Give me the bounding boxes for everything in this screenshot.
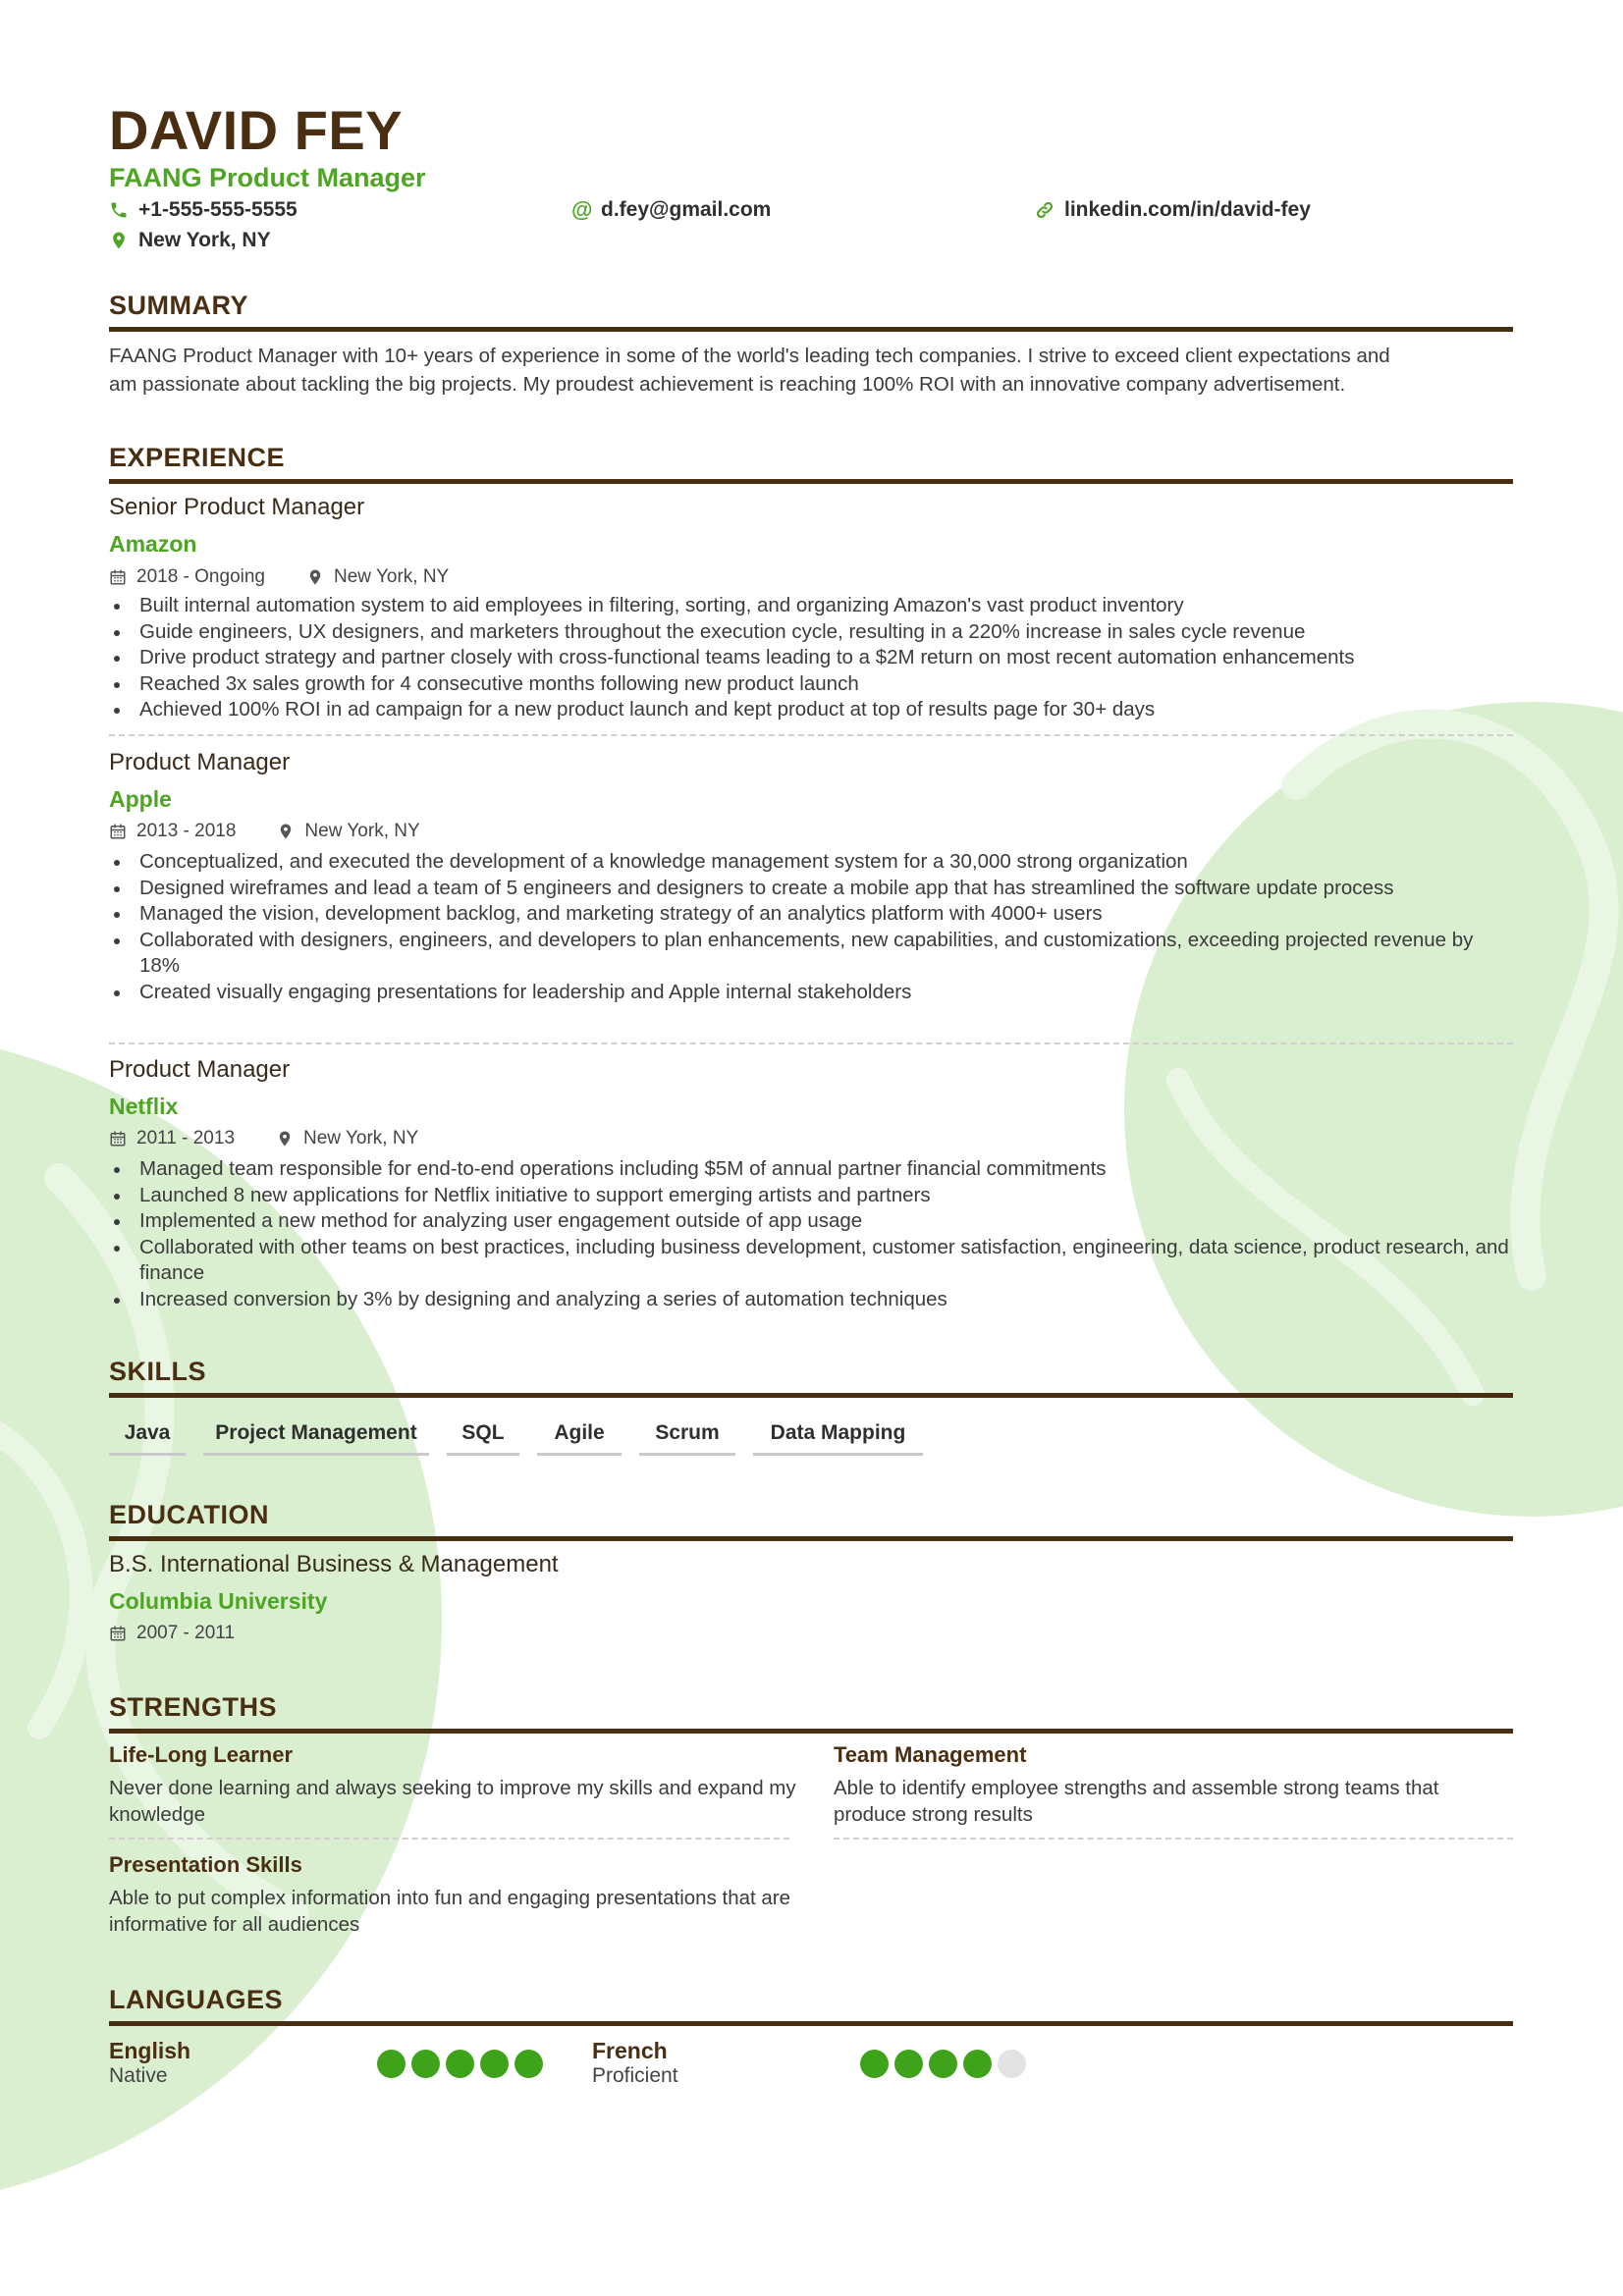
job-company: Amazon bbox=[109, 531, 197, 557]
summary-line: am passionate about tackling the big projects. My proudest achievement is reaching 100% ROI with an innovative company advertisement. bbox=[109, 373, 1346, 396]
location-pin-icon bbox=[276, 1130, 294, 1148]
rating-dot-filled bbox=[894, 2050, 923, 2078]
section-divider bbox=[109, 479, 1513, 484]
language-level: Proficient bbox=[592, 2064, 678, 2087]
strength-title: Team Management bbox=[834, 1742, 1027, 1767]
skills-list bbox=[109, 1415, 923, 1456]
skill-tag: SQL bbox=[447, 1415, 519, 1456]
job-dates: 2018 - Ongoing bbox=[136, 566, 265, 587]
education-school: Columbia University bbox=[109, 1588, 328, 1614]
rating-dot-filled bbox=[446, 2050, 474, 2078]
calendar-icon bbox=[109, 823, 127, 840]
strength-desc: Able to put complex information into fun and engaging presentations that are informative for all audiences bbox=[109, 1887, 791, 1936]
strength-divider bbox=[109, 1838, 789, 1840]
education-heading: EDUCATION bbox=[109, 1500, 269, 1529]
linkedin-text: linkedin.com/in/david-fey bbox=[1064, 198, 1311, 221]
list-item: Conceptualized, and executed the development of a knowledge management system for a 30,000 strong organization bbox=[139, 849, 1514, 876]
job-role: Senior Product Manager bbox=[109, 494, 365, 520]
list-item: Built internal automation system to aid employees in filtering, sorting, and organizing Amazon's vast product inventory bbox=[139, 593, 1514, 619]
calendar-icon bbox=[109, 1130, 127, 1148]
job-meta bbox=[109, 821, 420, 842]
list-item: Reached 3x sales growth for 4 consecutive months following new product launch bbox=[139, 671, 1514, 698]
phone-icon bbox=[109, 200, 129, 220]
job-meta bbox=[109, 1128, 418, 1149]
language-rating bbox=[860, 2050, 1026, 2078]
job-company: Netflix bbox=[109, 1094, 179, 1119]
contact-linkedin[interactable] bbox=[1035, 198, 1311, 222]
language-level: Native bbox=[109, 2064, 168, 2087]
language-rating bbox=[377, 2050, 543, 2078]
location-pin-icon bbox=[109, 231, 129, 250]
job-dates: 2011 - 2013 bbox=[136, 1128, 236, 1148]
at-icon: @ bbox=[571, 197, 593, 222]
skills-section bbox=[109, 1357, 1513, 1398]
section-divider bbox=[109, 1536, 1513, 1541]
job-company: Apple bbox=[109, 786, 172, 812]
skill-tag: Data Mapping bbox=[753, 1415, 923, 1456]
list-item: Designed wireframes and lead a team of 5 engineers and designers to create a mobile app that has streamlined the software update process bbox=[139, 876, 1514, 902]
rating-dot-filled bbox=[377, 2050, 406, 2078]
skill-tag: Java bbox=[109, 1415, 186, 1456]
list-item: Achieved 100% ROI in ad campaign for a new product launch and kept product at top of results page for 30+ days bbox=[139, 697, 1514, 723]
strengths-section bbox=[109, 1692, 1513, 1734]
section-divider bbox=[109, 1393, 1513, 1398]
calendar-icon bbox=[109, 1625, 127, 1642]
strength-desc: Able to identify employee strengths and assemble strong teams that produce strong results bbox=[834, 1777, 1439, 1826]
location-text: New York, NY bbox=[138, 229, 271, 251]
strength-divider bbox=[834, 1838, 1513, 1840]
rating-dot-filled bbox=[929, 2050, 957, 2078]
list-item: Drive product strategy and partner closely with cross-functional teams leading to a $2M return on most recent automation enhancements bbox=[139, 645, 1514, 671]
location-pin-icon bbox=[306, 568, 324, 586]
languages-section bbox=[109, 1985, 1513, 2026]
list-item: Guide engineers, UX designers, and marketers throughout the execution cycle, resulting in a 220% increase in sales cycle revenue bbox=[139, 619, 1514, 646]
rating-dot-filled bbox=[480, 2050, 509, 2078]
job-divider bbox=[109, 734, 1513, 736]
list-item: Managed team responsible for end-to-end operations including $5M of annual partner financial commitments bbox=[139, 1156, 1514, 1183]
job-meta bbox=[109, 566, 449, 588]
job-location: New York, NY bbox=[303, 1128, 419, 1148]
job-location: New York, NY bbox=[304, 821, 420, 841]
education-degree: B.S. International Business & Management bbox=[109, 1551, 559, 1577]
skill-tag: Scrum bbox=[639, 1415, 735, 1456]
summary-text bbox=[109, 342, 1513, 399]
contact-email[interactable] bbox=[571, 198, 771, 222]
list-item: Collaborated with designers, engineers, and developers to plan enhancements, new capabilities, and customizations, exceeding projected revenue by 18% bbox=[139, 928, 1514, 980]
list-item: Launched 8 new applications for Netflix initiative to support emerging artists and partners bbox=[139, 1183, 1514, 1209]
skill-tag: Agile bbox=[537, 1415, 622, 1456]
candidate-title: FAANG Product Manager bbox=[109, 163, 426, 192]
summary-section bbox=[109, 291, 1513, 332]
strengths-heading: STRENGTHS bbox=[109, 1692, 278, 1722]
job-bullets bbox=[109, 849, 1514, 1005]
language-name: English bbox=[109, 2038, 191, 2063]
summary-line: FAANG Product Manager with 10+ years of experience in some of the world's leading tech companies. I strive to exceed client expectations and bbox=[109, 345, 1390, 367]
contact-phone[interactable] bbox=[109, 198, 298, 222]
phone-text: +1-555-555-5555 bbox=[138, 198, 298, 221]
job-role: Product Manager bbox=[109, 749, 291, 775]
experience-heading: EXPERIENCE bbox=[109, 443, 286, 472]
section-divider bbox=[109, 2021, 1513, 2026]
list-item: Collaborated with other teams on best practices, including business development, customer satisfaction, engineering, data science, product research, and finance bbox=[139, 1235, 1514, 1287]
languages-heading: LANGUAGES bbox=[109, 1985, 284, 2014]
job-bullets bbox=[109, 593, 1514, 723]
link-icon bbox=[1035, 200, 1055, 220]
list-item: Increased conversion by 3% by designing and analyzing a series of automation techniques bbox=[139, 1287, 1514, 1313]
rating-dot-empty bbox=[998, 2050, 1026, 2078]
contact-location bbox=[109, 229, 271, 252]
strength-title: Presentation Skills bbox=[109, 1852, 302, 1877]
rating-dot-filled bbox=[963, 2050, 992, 2078]
strength-desc: Never done learning and always seeking to improve my skills and expand my knowledge bbox=[109, 1777, 796, 1826]
list-item: Created visually engaging presentations for leadership and Apple internal stakeholders bbox=[139, 980, 1514, 1006]
email-text: d.fey@gmail.com bbox=[601, 198, 772, 221]
job-location: New York, NY bbox=[334, 566, 450, 587]
section-divider bbox=[109, 1729, 1513, 1734]
rating-dot-filled bbox=[514, 2050, 543, 2078]
education-section bbox=[109, 1500, 1513, 1541]
language-name: French bbox=[592, 2038, 668, 2063]
job-divider bbox=[109, 1042, 1513, 1044]
job-role: Product Manager bbox=[109, 1056, 291, 1083]
candidate-name: DAVID FEY bbox=[109, 99, 404, 161]
list-item: Implemented a new method for analyzing user engagement outside of app usage bbox=[139, 1208, 1514, 1235]
skills-heading: SKILLS bbox=[109, 1357, 207, 1386]
section-divider bbox=[109, 327, 1513, 332]
calendar-icon bbox=[109, 568, 127, 586]
education-dates: 2007 - 2011 bbox=[136, 1623, 236, 1643]
location-pin-icon bbox=[277, 823, 295, 840]
strength-title: Life-Long Learner bbox=[109, 1742, 294, 1767]
rating-dot-filled bbox=[411, 2050, 440, 2078]
experience-section bbox=[109, 443, 1513, 484]
rating-dot-filled bbox=[860, 2050, 889, 2078]
job-dates: 2013 - 2018 bbox=[136, 821, 237, 841]
skill-tag: Project Management bbox=[203, 1415, 429, 1456]
summary-heading: SUMMARY bbox=[109, 291, 248, 320]
education-meta bbox=[109, 1623, 235, 1644]
list-item: Managed the vision, development backlog, and marketing strategy of an analytics platform with 4000+ users bbox=[139, 901, 1514, 928]
job-bullets bbox=[109, 1156, 1514, 1312]
